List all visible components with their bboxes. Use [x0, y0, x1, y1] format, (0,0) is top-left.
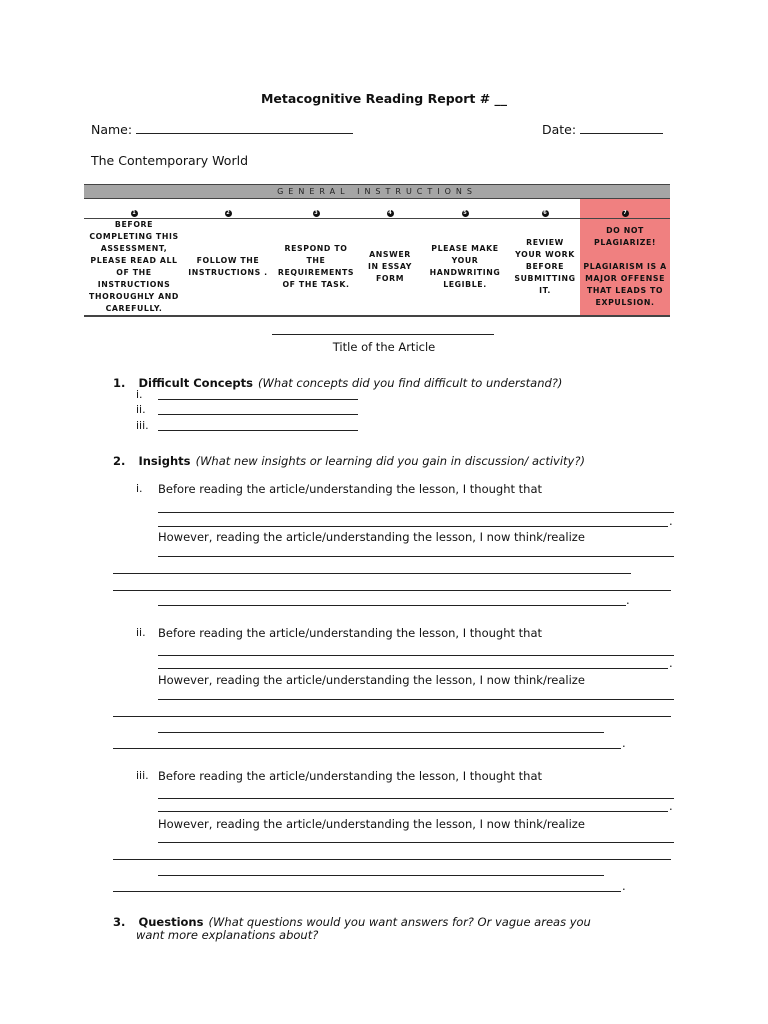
insight-i-line-2[interactable]	[158, 526, 668, 527]
section-2-description: (What new insights or learning did you gain in discussion/ activity?)	[195, 454, 585, 468]
number-badge-5: 5	[463, 210, 467, 216]
insight-ii-line-4[interactable]	[113, 716, 671, 717]
insight-ii-line-2[interactable]	[158, 668, 668, 669]
instructions-header: GENERAL INSTRUCTIONS	[84, 185, 670, 199]
insight-i-however-text: However, reading the article/understanding the lesson, I now think/realize	[158, 530, 585, 544]
name-row	[91, 121, 353, 137]
insight-ii-period-1: .	[669, 656, 673, 670]
section-3-number: 3.	[113, 915, 126, 929]
insight-iii-line-3[interactable]	[158, 842, 674, 843]
concept-ii-label: ii.	[136, 403, 146, 416]
instruction-cell-4: ANSWER IN ESSAY FORM	[360, 219, 420, 317]
insight-ii-line-5[interactable]	[158, 732, 604, 733]
insight-iii-period-1: .	[669, 799, 673, 813]
insight-ii-label: ii.	[136, 626, 146, 639]
section-1-title: Difficult Concepts	[138, 376, 253, 390]
insight-iii-line-1[interactable]	[158, 798, 674, 799]
section-1-number: 1.	[113, 376, 126, 390]
general-instructions-table	[84, 184, 670, 317]
insight-i-line-4[interactable]	[113, 573, 631, 574]
concept-i-label: i.	[136, 388, 143, 401]
insight-i-period-1: .	[669, 514, 673, 528]
section-2-title: Insights	[138, 454, 191, 468]
insight-ii-however-text: However, reading the article/understanding the lesson, I now think/realize	[158, 673, 585, 687]
insight-i-line-1[interactable]	[158, 512, 674, 513]
section-2-number: 2.	[113, 454, 126, 468]
insight-iii-line-6[interactable]	[113, 891, 621, 892]
name-field[interactable]	[136, 121, 353, 134]
number-badge-6: 6	[543, 210, 547, 216]
insight-ii-line-3[interactable]	[158, 699, 674, 700]
article-title-field[interactable]	[272, 334, 494, 335]
section-1-description: (What concepts did you find difficult to understand?)	[258, 376, 563, 390]
insight-ii-line-6[interactable]	[113, 748, 621, 749]
insight-iii-however-text: However, reading the article/understanding the lesson, I now think/realize	[158, 817, 585, 831]
insight-ii-line-1[interactable]	[158, 655, 674, 656]
insight-iii-before-text: Before reading the article/understanding the lesson, I thought that	[158, 769, 543, 783]
name-label: Name:	[91, 122, 133, 137]
instruction-cell-6: REVIEW YOUR WORK BEFORE SUBMITTING IT.	[510, 219, 580, 317]
section-3-title: Questions	[138, 915, 204, 929]
number-badge-1: 1	[132, 210, 136, 216]
insight-iii-line-5[interactable]	[158, 875, 604, 876]
concept-iii-label: iii.	[136, 419, 149, 432]
insight-iii-label: iii.	[136, 769, 149, 782]
date-label: Date:	[542, 122, 577, 137]
insight-i-before-text: Before reading the article/understanding the lesson, I thought that	[158, 482, 543, 496]
instruction-cell-2: FOLLOW THE INSTRUCTIONS .	[184, 219, 272, 317]
insight-ii-period-2: .	[622, 736, 626, 750]
number-badge-7: 7	[623, 210, 627, 216]
insight-iii-line-2[interactable]	[158, 811, 668, 812]
insight-iii-line-4[interactable]	[113, 859, 671, 860]
section-difficult-concepts	[113, 372, 562, 391]
number-badge-2: 2	[226, 210, 230, 216]
insight-i-line-3[interactable]	[158, 556, 674, 557]
course-title: The Contemporary World	[91, 153, 249, 168]
insight-iii-period-2: .	[622, 879, 626, 893]
date-field[interactable]	[580, 121, 663, 134]
instruction-cell-1: BEFORE COMPLETING THIS ASSESSMENT, PLEASE READ ALL OF THE INSTRUCTIONS THOROUGHLY AND CAREFULLY.	[84, 219, 184, 317]
insight-i-period-2: .	[626, 593, 630, 607]
document-title: Metacognitive Reading Report # __	[260, 91, 508, 106]
concept-iii-field[interactable]	[158, 430, 358, 431]
number-badge-3: 3	[314, 210, 318, 216]
concept-i-field[interactable]	[158, 399, 358, 400]
insight-i-label: i.	[136, 482, 143, 495]
instruction-cell-5: PLEASE MAKE YOUR HANDWRITING LEGIBLE.	[420, 219, 510, 317]
instruction-cell-3: RESPOND TO THE REQUIREMENTS OF THE TASK.	[272, 219, 360, 317]
section-3-description-line-1: (What questions would you want answers for? Or vague areas you	[208, 915, 591, 929]
number-badge-4: 4	[388, 210, 392, 216]
article-title-label: Title of the Article	[332, 340, 436, 354]
insight-i-line-5[interactable]	[113, 590, 671, 591]
instruction-cell-7: DO NOT PLAGIARIZE! PLAGIARISM IS A MAJOR OFFENSE THAT LEADS TO EXPULSION.	[580, 219, 670, 317]
date-row	[542, 121, 663, 137]
concept-ii-field[interactable]	[158, 414, 358, 415]
insight-i-line-6[interactable]	[158, 605, 626, 606]
section-3-description-line-2: want more explanations about?	[136, 928, 319, 942]
insight-ii-before-text: Before reading the article/understanding the lesson, I thought that	[158, 626, 543, 640]
section-insights	[113, 450, 585, 469]
